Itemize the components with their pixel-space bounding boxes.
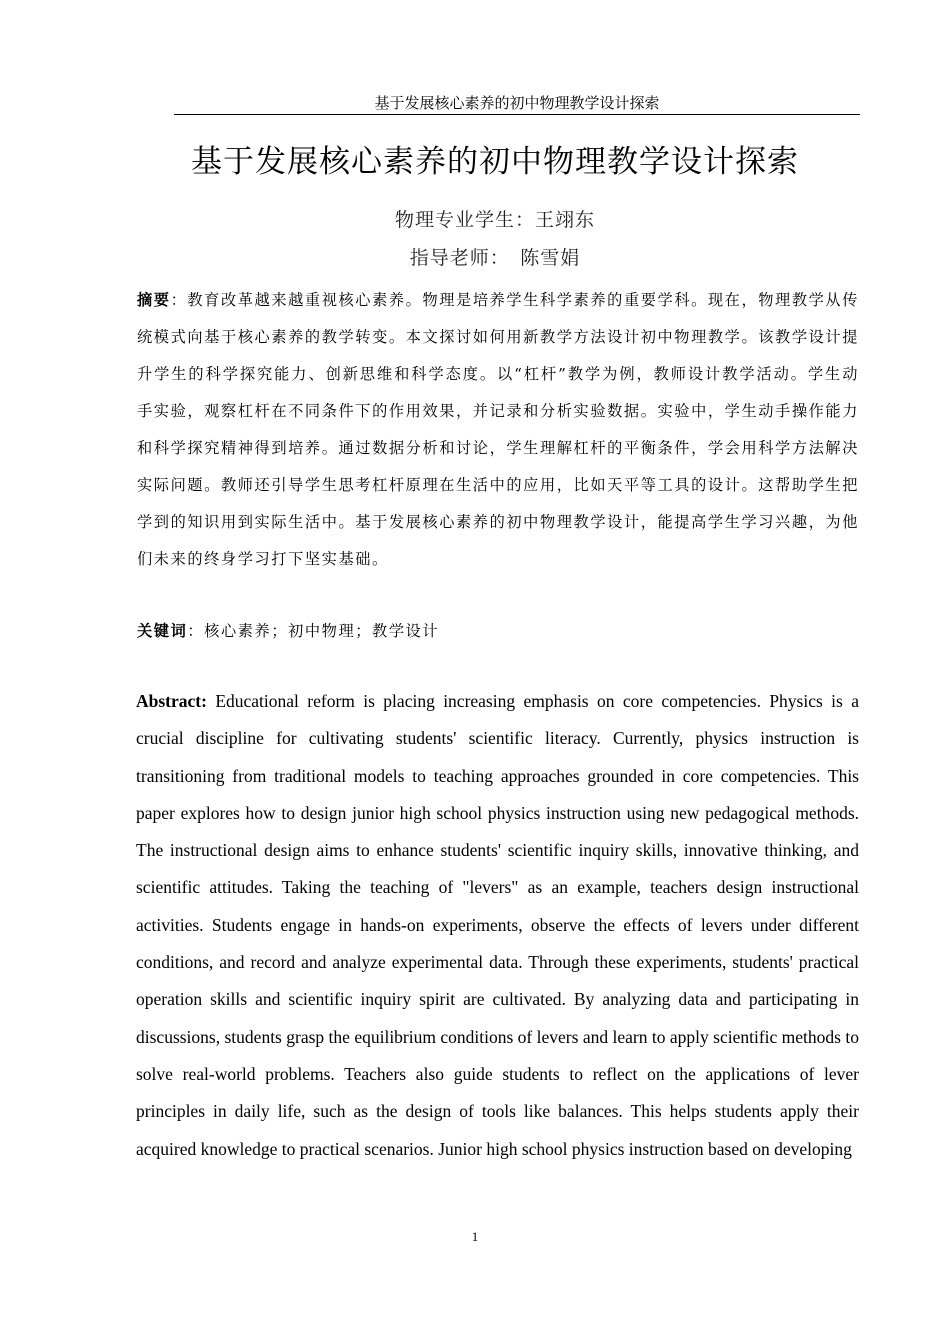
- student-author-line: 物理专业学生：王翊东: [394, 209, 595, 231]
- chinese-abstract-separator: ：: [170, 291, 188, 309]
- english-abstract: [136, 683, 859, 1168]
- header-rule: [174, 114, 860, 115]
- chinese-abstract: [137, 282, 859, 578]
- english-abstract-label: Abstract:: [136, 691, 207, 711]
- chinese-abstract-text: 教育改革越来越重视核心素养。物理是培养学生科学素养的重要学科。现在，物理教学从传统模式向基于核心素养的教学转变。本文探讨如何用新教学方法设计初中物理教学。该教学设计提升学生的科学探究能力、创新思维和科学态度。以“杠杆”教学为例，教师设计教学活动。学生动手实验，观察杠杆在不同条件下的作用效果，并记录和分析实验数据。实验中，学生动手操作能力和科学探究精神得到培养。通过数据分析和讨论，学生理解杠杆的平衡条件，学会用科学方法解决实际问题。教师还引导学生思考杠杆原理在生活中的应用，比如天平等工具的设计。这帮助学生把学到的知识用到实际生活中。基于发展核心素养的初中物理教学设计，能提高学生学习兴趣，为他们未来的终身学习打下坚实基础。: [137, 291, 860, 568]
- paper-title: 基于发展核心素养的初中物理教学设计探索: [191, 144, 799, 180]
- english-abstract-text: Educational reform is placing increasing emphasis on core competencies. Physics is a crucial discipline for cultivating students' scientific literacy. Currently, physics instruction is transitioning from traditional models to teaching approaches grounded in core competencies. This paper explores how to design junior high school physics instruction using new pedagogical methods. The instructional design aims to enhance students' scientific inquiry skills, innovative thinking, and scientific attitudes. Taking the teaching of "levers" as an example, teachers design instructional activities. Students engage in hands-on experiments, observe the effects of levers under different conditions, and record and analyze experimental data. Through these experiments, students' practical operation skills and scientific inquiry spirit are cultivated. By analyzing data and participating in discussions, students grasp the equilibrium conditions of levers and learn to apply scientific methods to solve real-world problems. Teachers also guide students to reflect on the applications of lever principles in daily life, such as the design of tools like balances. This helps students apply their acquired knowledge to practical scenarios. Junior high school physics instruction based on developing: [136, 691, 859, 1159]
- chinese-abstract-label: 摘要: [137, 291, 171, 309]
- chinese-keywords-separator: ：: [187, 622, 205, 640]
- chinese-keywords-text: 核心素养；初中物理；教学设计: [204, 622, 440, 640]
- running-header: 基于发展核心素养的初中物理教学设计探索: [374, 94, 660, 112]
- advisor-line: 指导老师： 陈雪娟: [409, 247, 581, 269]
- chinese-keywords: [137, 616, 859, 646]
- chinese-keywords-label: 关键词: [137, 622, 188, 640]
- page-number: 1: [471, 1229, 479, 1244]
